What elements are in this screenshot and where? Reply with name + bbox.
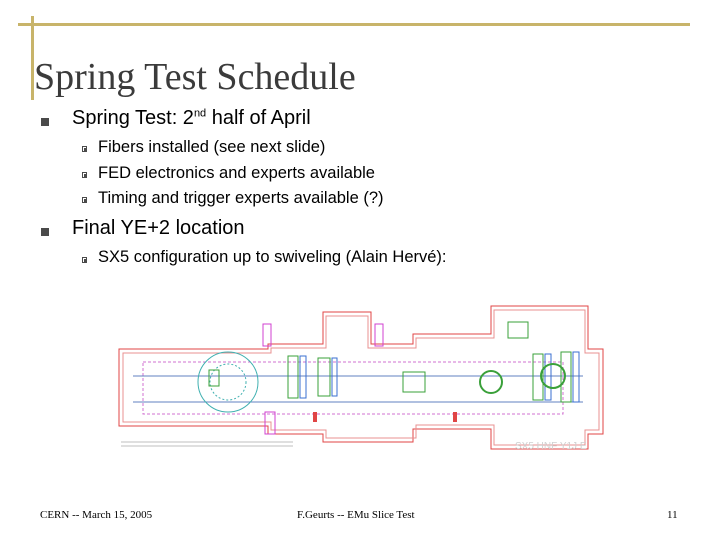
sub-bullet-marker — [82, 146, 87, 152]
sub-bullet-marker — [82, 172, 87, 178]
small-box — [508, 322, 528, 338]
red-item — [313, 412, 317, 422]
hall-outline — [119, 306, 603, 449]
yoke-element — [573, 352, 579, 402]
green-circle — [480, 371, 502, 393]
sub-bullet-sx5: SX5 configuration up to swiveling (Alain Hervé): — [98, 248, 447, 266]
detector-circle — [210, 364, 246, 400]
yoke-element — [545, 354, 551, 400]
pink-structure — [263, 324, 271, 346]
sub-bullet-marker — [82, 257, 87, 263]
sub-bullet-fed: FED electronics and experts available — [98, 164, 375, 182]
drawing-watermark: SX5 HNF Y1J E — [515, 441, 587, 452]
yoke-element — [332, 358, 337, 396]
bullet-text: Spring Test: 2 — [72, 107, 194, 129]
slide-title: Spring Test Schedule — [34, 56, 356, 98]
bullet-marker — [41, 118, 49, 126]
sub-bullet-timing: Timing and trigger experts available (?) — [98, 189, 384, 207]
red-item — [453, 412, 457, 422]
sub-bullet-marker — [82, 197, 87, 203]
yoke-element — [318, 358, 330, 396]
bullet-marker — [41, 228, 49, 236]
page-number: 11 — [667, 509, 678, 521]
bullet-spring-test — [72, 107, 311, 130]
detector-circle — [198, 352, 258, 412]
bullet-final-ye2: Final YE+2 location — [72, 217, 245, 239]
pink-structure — [265, 412, 275, 434]
frame-horizontal-line — [18, 23, 690, 26]
sx5-floor-plan-drawing — [113, 294, 613, 464]
bullet-superscript: nd — [193, 107, 207, 120]
bullet-text-rest: half of April — [206, 107, 311, 129]
pink-structure — [375, 324, 383, 346]
sub-bullet-fibers: Fibers installed (see next slide) — [98, 138, 326, 156]
small-box — [403, 372, 425, 392]
footer-center: F.Geurts -- EMu Slice Test — [297, 509, 415, 521]
footer-left: CERN -- March 15, 2005 — [40, 509, 153, 521]
